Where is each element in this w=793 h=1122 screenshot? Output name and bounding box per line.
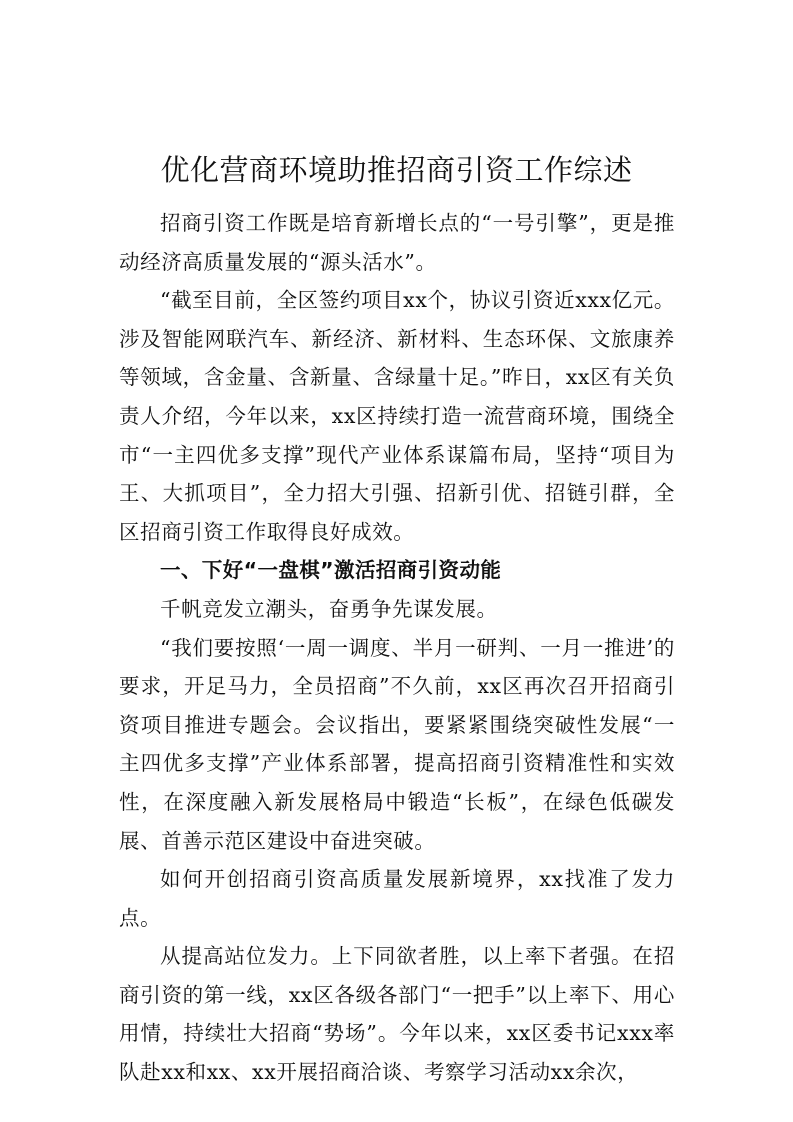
summary-paragraph: “截至目前，全区签约项目xx个，协议引资近xxx亿元。涉及智能网联汽车、新经济、新材料、生态环保、文旅康养等领域，含金量、含新量、含绿量十足。”昨日，xx区有关负责人介绍，今年以来，xx区持续打造一流营商环境，围绕全市“一主四优多支撑”现代产业体系谋篇布局，坚持“项目为王、大抓项目”，全力招大引强、招新引优、招链引群，全区招商引资工作取得良好成效。 [119, 288, 675, 544]
section-paragraph: “我们要按照‘一周一调度、半月一研判、一月一推进’的要求，开足马力，全员招商”不久前，xx区再次召开招商引资项目推进专题会。会议指出，要紧紧围绕突破性发展“一主四优多支撑”产业体系部署，提高招商引资精准性和实效性，在深度融入新发展格局中锻造“长板”，在绿色低碳发展、首善示范区建设中奋进突破。 [119, 635, 675, 853]
document-body [119, 204, 675, 1092]
intro-paragraph: 招商引资工作既是培育新增长点的“一号引擎”，更是推动经济高质量发展的“源头活水”。 [119, 211, 675, 274]
section-lead: 千帆竞发立潮头，奋勇争先谋发展。 [160, 596, 498, 621]
section-paragraph: 如何开创招商引资高质量发展新境界，xx找准了发力点。 [119, 867, 675, 930]
section-paragraph: 从提高站位发力。上下同欲者胜，以上率下者强。在招商引资的第一线，xx区各级各部门“一把手”以上率下、用心用情，持续壮大招商“势场”。今年以来，xx区委书记xxx率队赴xx和xx、xx开展招商洽谈、考察学习活动xx余次， [119, 944, 675, 1085]
document-title: 优化营商环境助推招商引资工作综述 [160, 153, 633, 187]
section-heading: 一、下好“一盘棋”激活招商引资动能 [160, 558, 502, 583]
